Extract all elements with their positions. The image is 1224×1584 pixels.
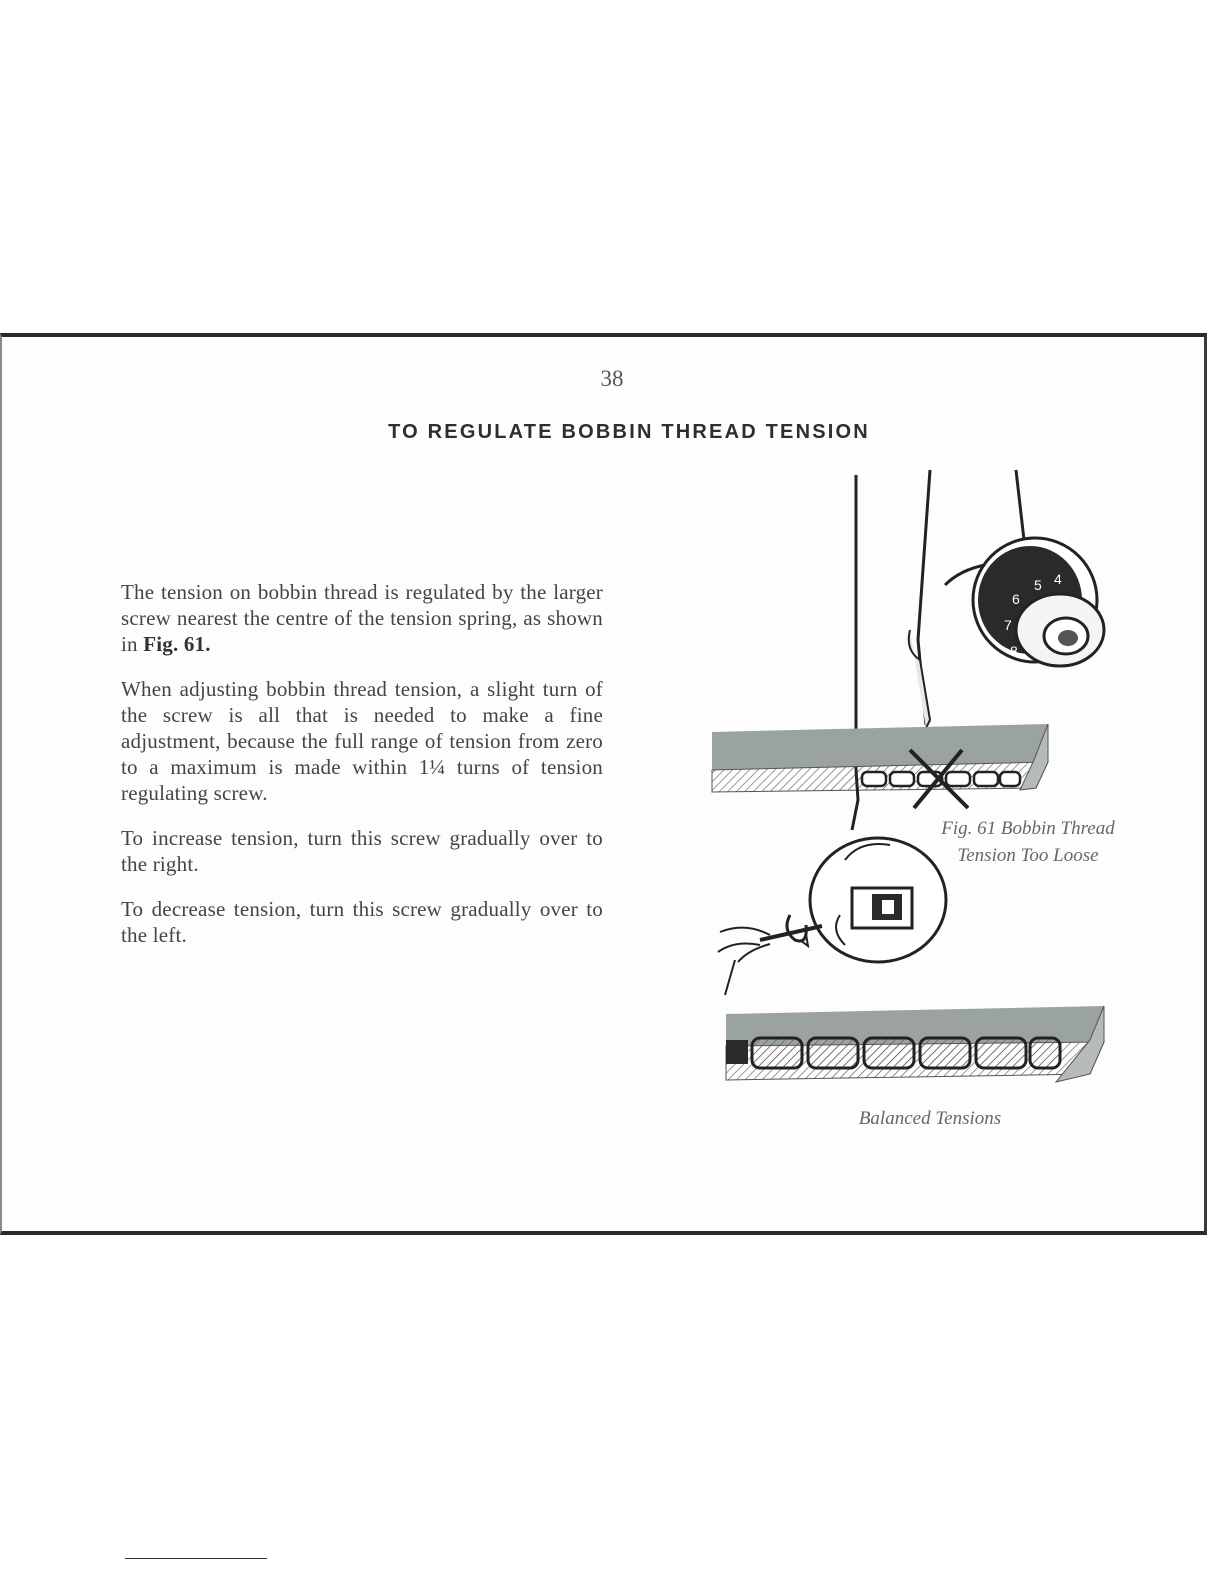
caption-line-2: Tension Too Loose <box>957 845 1099 866</box>
paragraph-2: When adjusting bobbin thread tension, a slight turn of the screw is all that is needed to make a fine adjustment, because the full range of tension from zero to a maximum is made within 1¼ turns of tension regulating screw. <box>121 677 603 805</box>
paragraph-3: To increase tension, turn this screw gradually over to the right. <box>121 826 603 876</box>
paragraph-4: To decrease tension, turn this screw gradually over to the left. <box>121 897 603 947</box>
dial-number-8: 8 <box>1010 643 1018 659</box>
body-text <box>121 579 603 967</box>
paragraph-1: The tension on bobbin thread is regulated by the larger screw nearest the centre of the tension spring, as shown in Fig. 61. <box>121 580 603 656</box>
balanced-caption: Balanced Tensions <box>858 1108 1002 1129</box>
dial-number-5: 5 <box>1034 577 1042 593</box>
bobbin-tension-illustration <box>700 465 1120 1105</box>
page-number: 38 <box>600 366 624 391</box>
dial-number-7: 7 <box>1004 617 1012 633</box>
page-heading: TO REGULATE BOBBIN THREAD TENSION <box>388 421 870 443</box>
dial-number-4: 4 <box>1054 571 1062 587</box>
caption-line-1: Fig. 61 Bobbin Thread <box>941 818 1115 839</box>
screwdriver-hand-icon <box>718 915 822 995</box>
dial-number-6: 6 <box>1012 591 1020 607</box>
loose-tension-fabric <box>712 724 1048 792</box>
footnote-divider <box>125 1558 267 1559</box>
figure-caption <box>908 815 1148 869</box>
balanced-tension-fabric <box>726 1006 1104 1082</box>
tension-dial-icon <box>945 538 1104 666</box>
fig-reference: Fig. 61. <box>143 632 211 656</box>
